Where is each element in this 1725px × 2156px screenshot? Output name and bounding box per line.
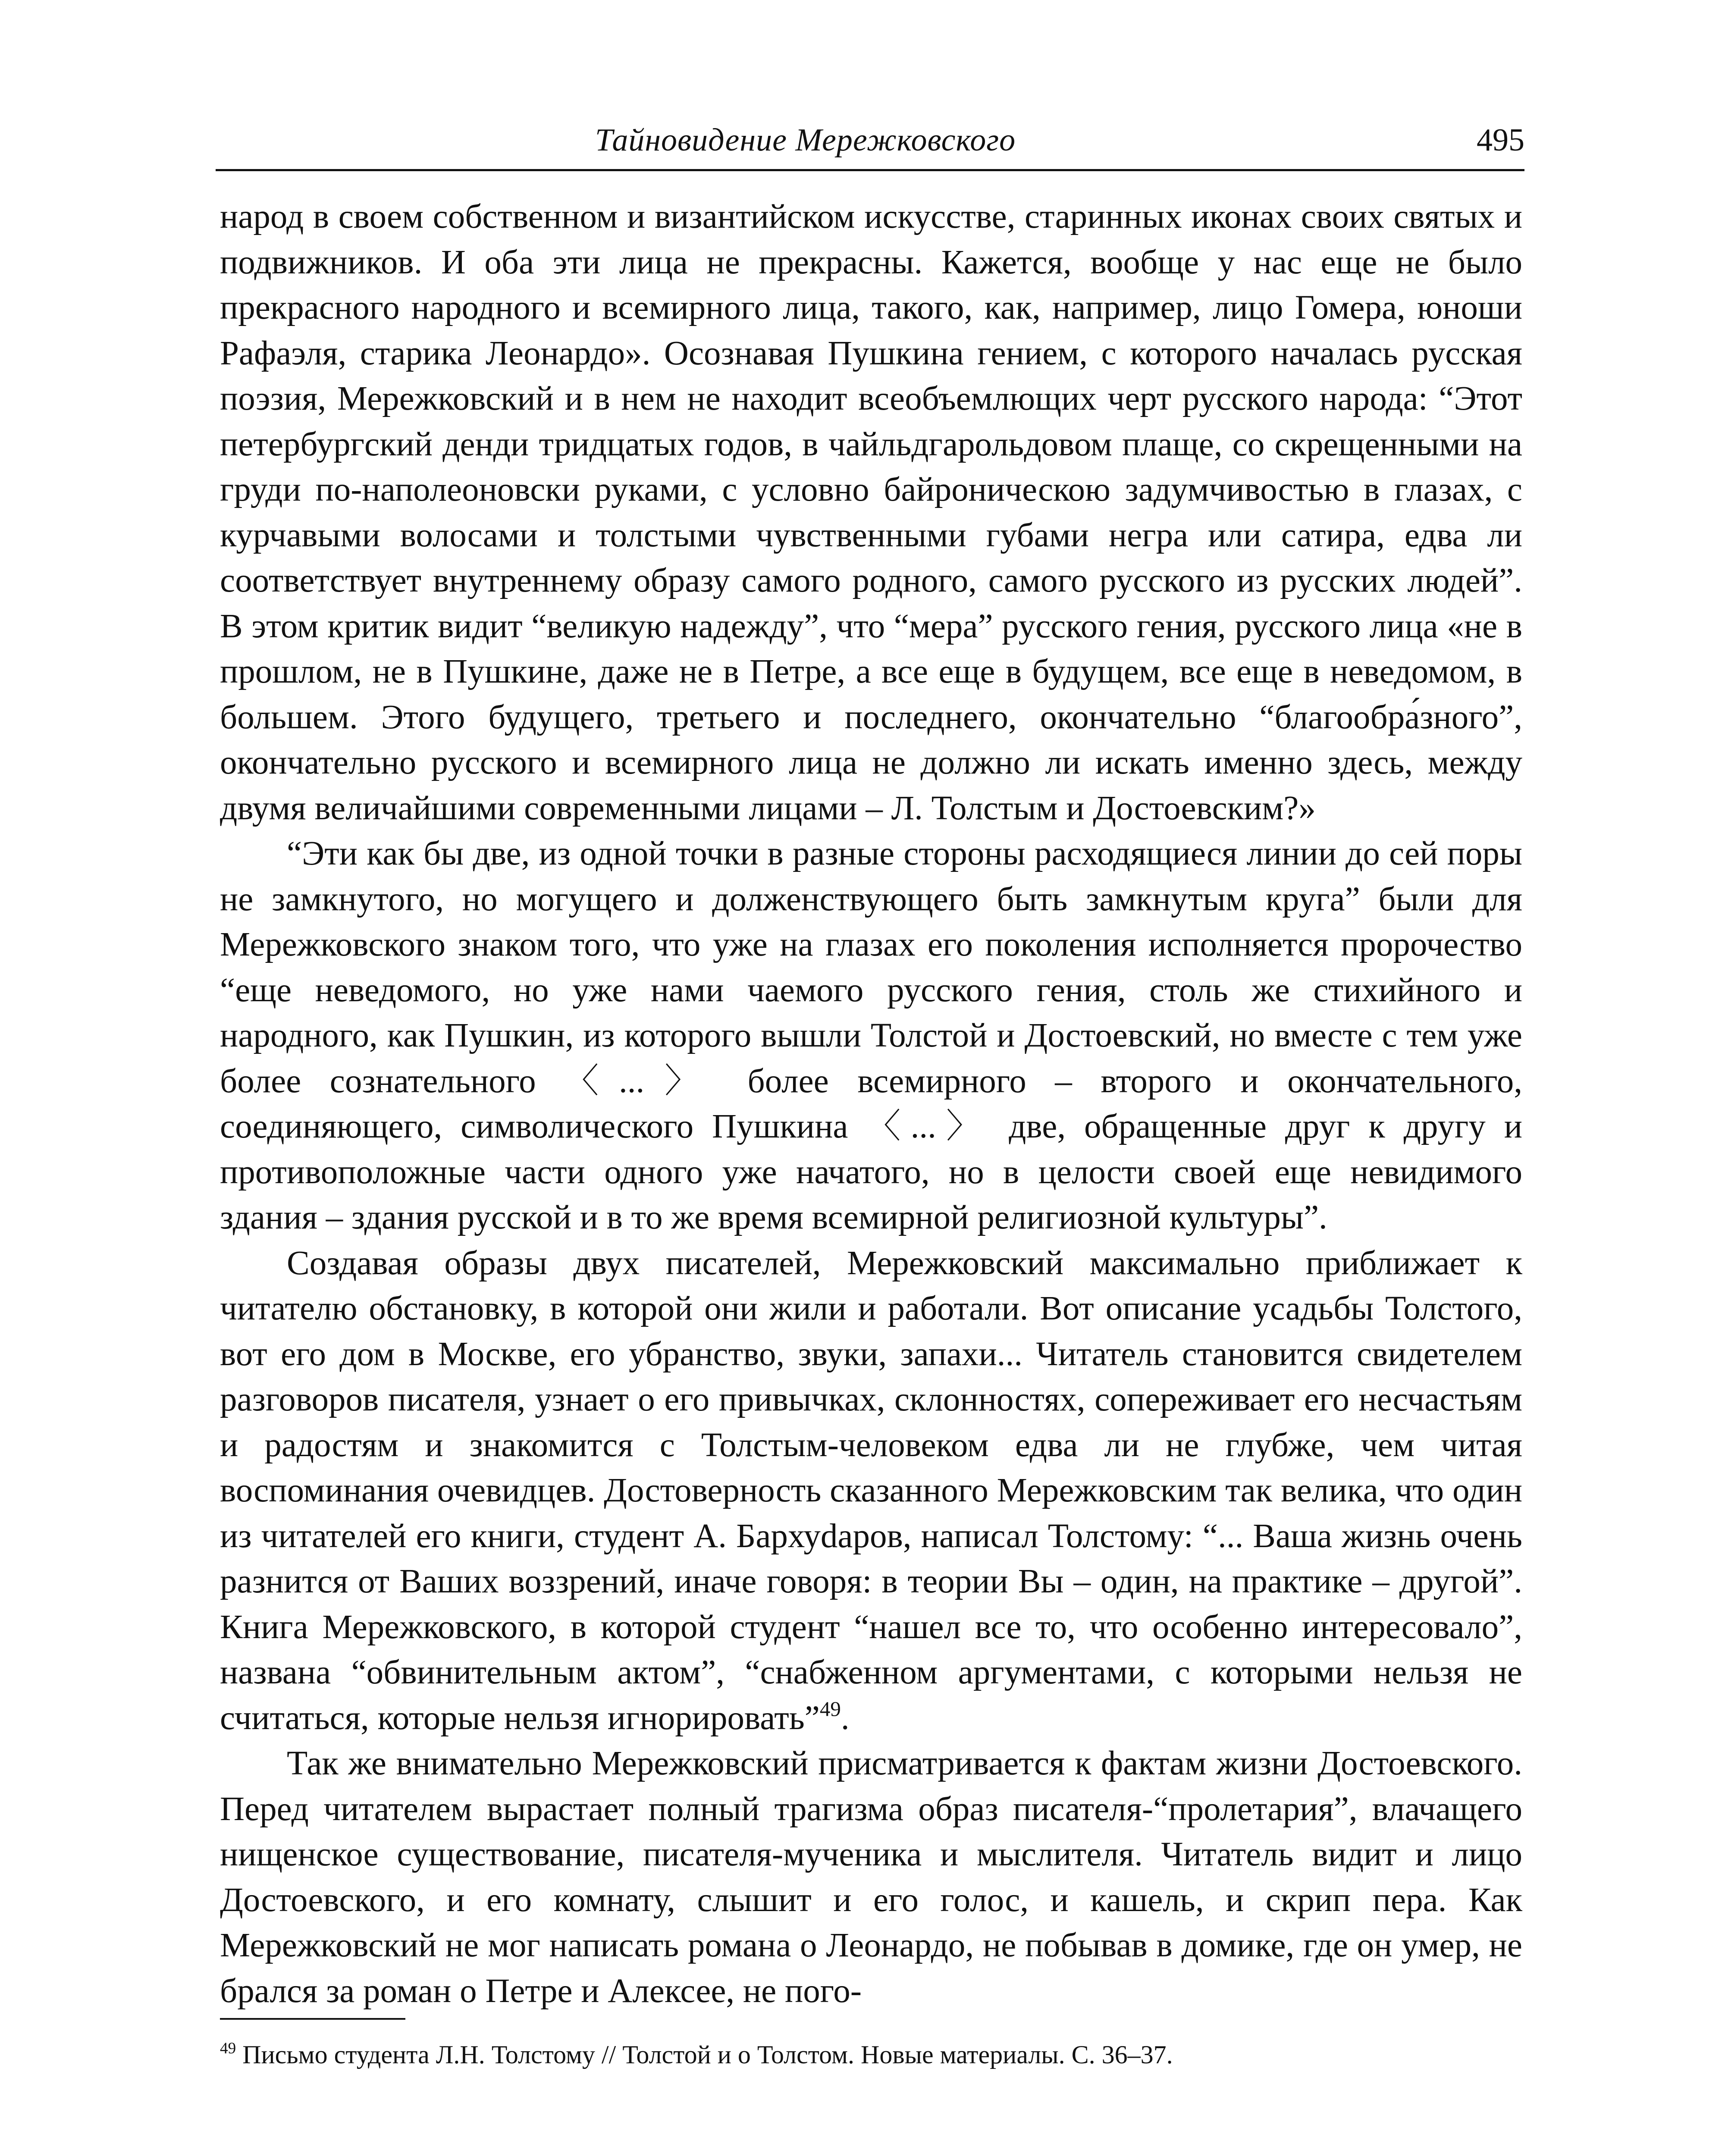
footnote-text: Письмо студента Л.Н. Толстому // Толстой и о Толстом. Новые материалы. С. 36–37. (242, 2040, 1173, 2069)
footnote-divider (220, 2018, 405, 2020)
main-text (220, 194, 1522, 2014)
paragraph-continued: народ в своем собственном и византийском искусстве, старинных иконах своих святых и подвижников. И оба эти лица не прекрасны. Кажется, вообще у нас еще не было прекрасного народного и всемирного лица, такого, как, например, лицо Гомера, юноши Рафаэля, старика Леонардо». Осознавая Пушкина гением, с которого началась русская поэзия, Мережковский и в нем не находит всеобъемлющих черт русского народа: “Этот петербургский денди тридцатых годов, в чайльдгарольдовом плаще, со скрещенными на груди по-наполеоновски руками, с условно байроническою задумчивостью в глазах, с курчавыми волосами и толстыми чувственными губами негра или сатира, едва ли соответствует внутреннему образу самого родного, самого русского из русских людей”. В этом критик видит “великую надежду”, что “мера” русского гения, русского лица «не в прошлом, не в Пушкине, даже не в Петре, а все еще в будущем, все еще в неведомом, в большем. Этого будущего, третьего и последнего, окончательно “благообра́зного”, окончательно русского и всемирного лица не должно ли искать именно здесь, между двумя величайшими современными лицами – Л. Толстым и Достоевским?» (220, 198, 1522, 827)
running-header (216, 116, 1524, 164)
running-title: Тайновидение Мережковского (595, 122, 1016, 158)
footnote (220, 2037, 1522, 2072)
paragraph-tolstoy-text: Создавая образы двух писателей, Мережковский максимально приближает к читателю обстановку, в которой они жили и работали. Вот описание усадьбы Толстого, вот его дом в Москве, его убранство, звуки, запахи... Читатель становится свидетелем разговоров писателя, узнает о его привычках, склонностях, сопереживает его несчастьям и радостям и знакомится с Толстым-человеком едва ли не глубже, чем читая воспоминания очевидцев. Достоверность сказанного Мережковским так велика, что один из читателей его книги, студент А. Бархуdаров, написал Толстому: “... Ваша жизнь очень разнится от Ваших воззрений, иначе говоря: в теории Вы – один, на практике – другой”. Книга Мережковского, в которой студент “нашел все то, что особенно интересовало”, названа “обвинительным актом”, “снабженном аргументами, с которыми нельзя не считаться, которые нельзя игнорировать” (220, 1244, 1522, 1737)
paragraph-tolstoy (220, 1241, 1522, 1741)
paragraph-dostoevsky: Так же внимательно Мережковский присматривается к фактам жизни Достоевского. Перед читателем вырастает полный трагизма образ писателя-“пролетария”, влачащего нищенское существование, писателя-мученика и мыслителя. Читатель видит и лицо Достоевского, и его комнату, слышит и его голос, и кашель, и скрип пера. Как Мережковский не мог написать романа о Леонардо, не побывав в домике, где он умер, не брался за роман о Петре и Алексее, не пого- (220, 1745, 1522, 2010)
header-divider (216, 169, 1524, 171)
footnote-number: 49 (220, 2039, 236, 2057)
footnote-reference[interactable]: 49 (819, 1697, 841, 1721)
page-number: 495 (1477, 122, 1524, 158)
paragraph-quote: “Эти как бы две, из одной точки в разные стороны расходящиеся линии до сей поры не замкнутого, но могущего и долженствующего быть замкнутым круга” были для Мережковского знаком того, что уже на глазах его поколения исполняется пророчество “еще неведомого, но уже нами чаемого русского гения, столь же стихийного и народного, как Пушкин, из которого вышли Толстой и Достоевский, но вместе с тем уже более сознательного 〈...〉 более всемирного – второго и окончательного, соединяющего, символического Пушкина 〈...〉 две, обращенные друг к другу и противоположные части одного уже начатого, но в целости своей еще невидимого здания – здания русской и в то же время всемирной религиозной культуры”. (220, 835, 1522, 1236)
paragraph-tolstoy-end: . (841, 1699, 850, 1737)
